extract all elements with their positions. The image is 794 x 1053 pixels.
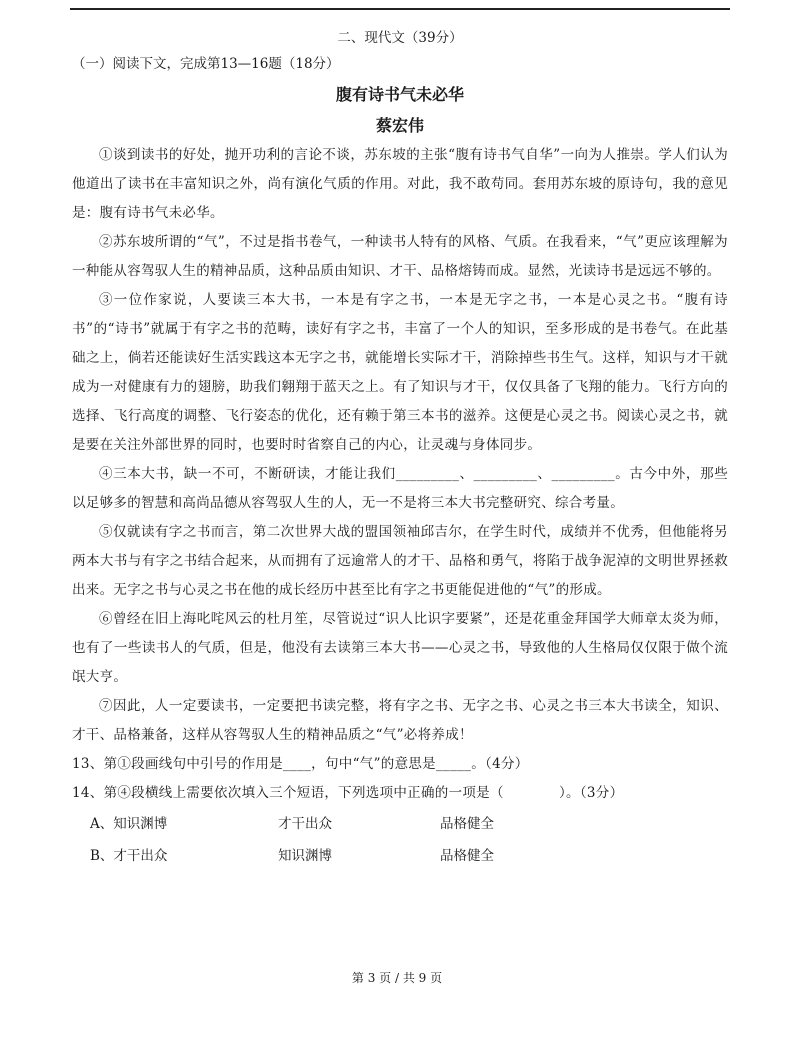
- paragraph-2: ②苏东坡所谓的“气”，不过是指书卷气，一种读书人特有的风格、气质。在我看来，“气”更应该理解为一种能从容驾驭人生的精神品质，这种品质由知识、才干、品格熔铸而成。显然，光读诗书是远远不够的。: [72, 234, 728, 279]
- page-content: [72, 25, 728, 872]
- article-title: 腹有诗书气未必华: [335, 85, 464, 104]
- option-a-second: 才干出众: [278, 816, 332, 832]
- header-rule: [70, 8, 730, 10]
- paragraph-4: ④三本大书，缺一不可，不断研读，才能让我们_________、_________、_________。古今中外，那些以足够多的智慧和高尚品德从容驾驭人生的人，无一不是将三本大书完整研究、综合考量。: [72, 466, 728, 511]
- question-13: 13、第①段画线句中引号的作用是____，句中“气”的意思是_____。（4分）: [72, 756, 529, 772]
- page-number: 第 3 页 / 共 9 页: [351, 971, 443, 985]
- paragraph-5: ⑤仅就读有字之书而言，第二次世界大战的盟国领袖邱吉尔，在学生时代，成绩并不优秀，但他能将另两本大书与有字之书结合起来，从而拥有了远逾常人的才干、品格和勇气，将陷于战争泥淖的文明世界拯救出来。无字之书与心灵之书在他的成长经历中甚至比有字之书更能促进他的“气”的形成。: [72, 524, 728, 598]
- paragraph-7: ⑦因此，人一定要读书，一定要把书读完整，将有字之书、无字之书、心灵之书三本大书读全，知识、才干、品格兼备，这样从容驾驭人生的精神品质之“气”必将养成！: [72, 698, 728, 743]
- paragraph-6: ⑥曾经在旧上海叱咤风云的杜月笙，尽管说过“识人比识字要紧”，还是花重金拜国学大师章太炎为师，也有了一些读书人的气质，但是，他没有去读第三本大书——心灵之书，导致他的人生格局仅仅限于做个流氓大亨。: [72, 611, 728, 685]
- option-b-third: 品格健全: [440, 848, 494, 864]
- option-b: [72, 840, 728, 872]
- option-a: [72, 808, 728, 840]
- option-a-first: A、知识渊博: [90, 816, 168, 832]
- section-heading: 二、现代文（39分）: [337, 30, 463, 46]
- option-b-second: 知识渊博: [278, 848, 332, 864]
- question-14: 14、第④段横线上需要依次填入三个短语，下列选项中正确的一项是（ ）。（3分）: [72, 785, 624, 801]
- part-heading: （一）阅读下文，完成第13—16题（18分）: [72, 56, 340, 72]
- paragraph-1: ①谈到读书的好处，抛开功利的言论不谈，苏东坡的主张“腹有诗书气自华”一向为人推崇。学人们认为他道出了读书在丰富知识之外，尚有演化气质的作用。对此，我不敢苟同。套用苏东坡的原诗句，我的意见是：腹有诗书气未必华。: [72, 147, 728, 221]
- option-b-first: B、才干出众: [90, 848, 168, 864]
- article-author: 蔡宏伟: [375, 116, 424, 135]
- option-a-third: 品格健全: [440, 816, 494, 832]
- paragraph-3: ③一位作家说，人要读三本大书，一本是有字之书，一本是无字之书，一本是心灵之书。“腹有诗书”的“诗书”就属于有字之书的范畴，读好有字之书，丰富了一个人的知识，至多形成的是书卷气。在此基础之上，倘若还能读好生活实践这本无字之书，就能增长实际才干，消除掉些书生气。这样，知识与才干就成为一对健康有力的翅膀，助我们翱翔于蓝天之上。有了知识与才干，仅仅具备了飞翔的能力。飞行方向的选择、飞行高度的调整、飞行姿态的优化，还有赖于第三本书的滋养。这便是心灵之书。阅读心灵之书，就是要在关注外部世界的同时，也要时时省察自己的内心，让灵魂与身体同步。: [72, 292, 728, 453]
